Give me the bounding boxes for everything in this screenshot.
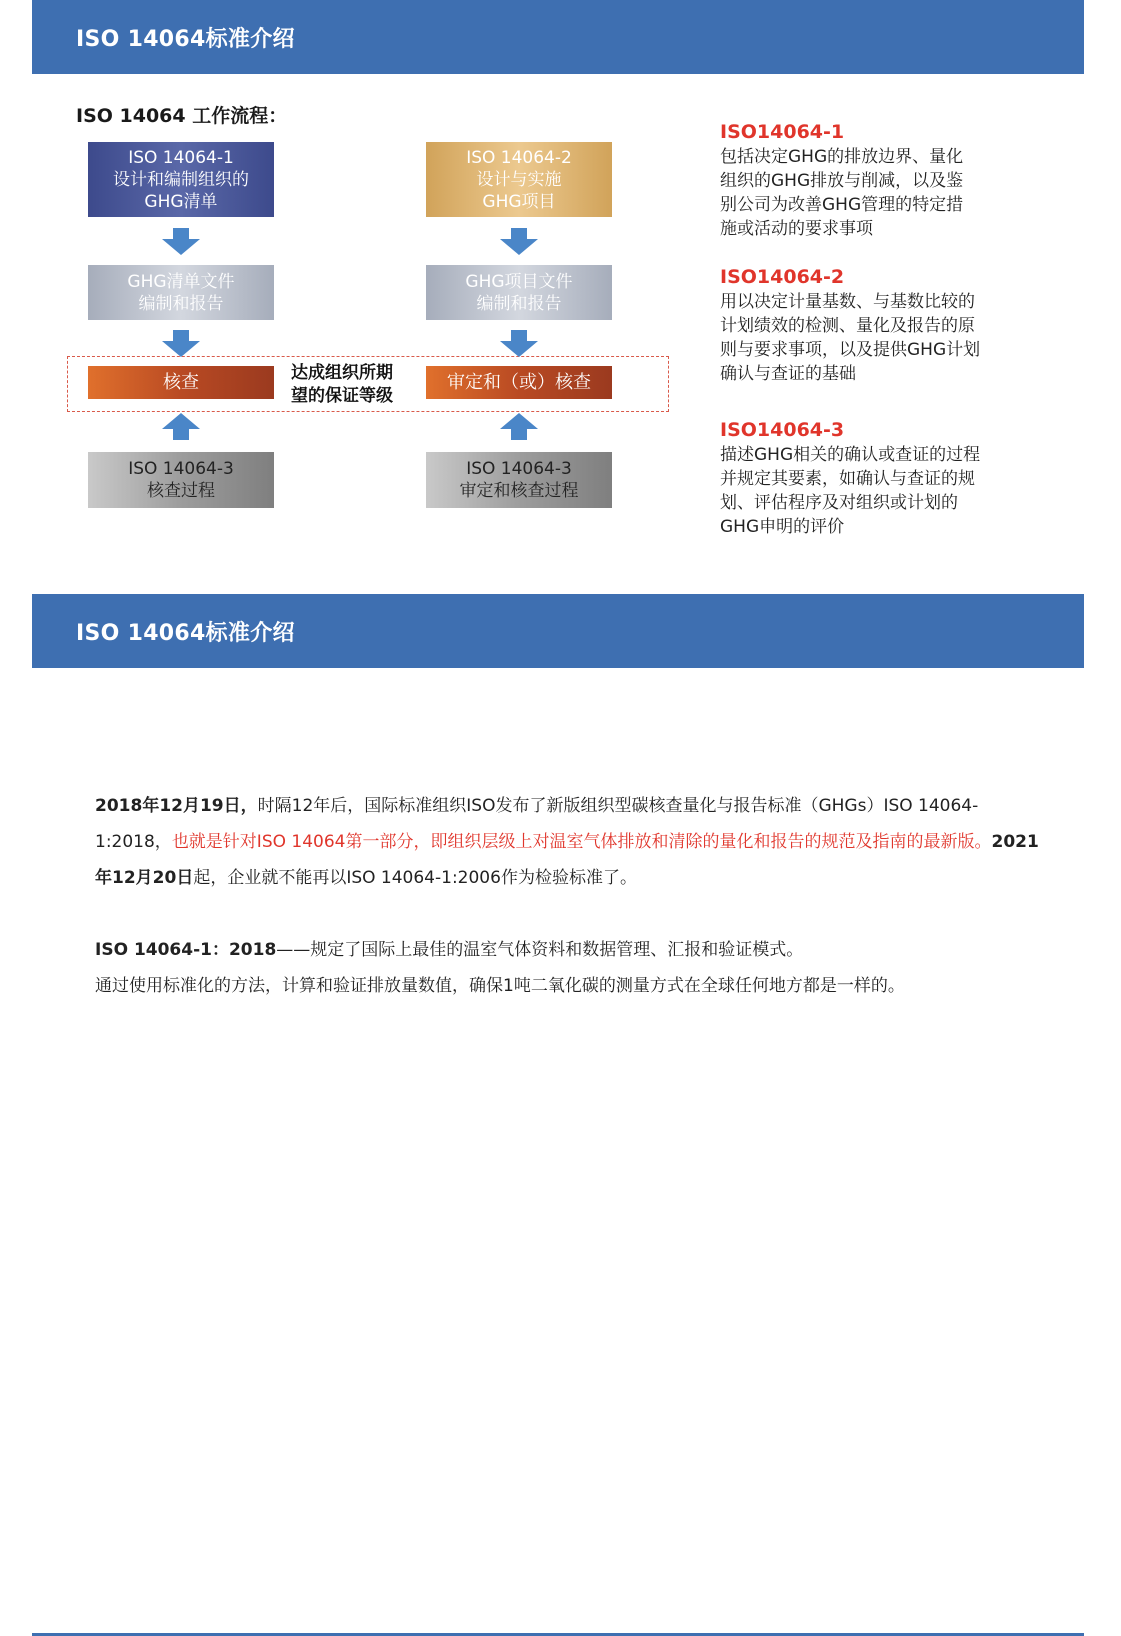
box-line: ISO 14064-1 [128, 147, 234, 168]
desc-heading-2: ISO14064-2 [720, 266, 845, 288]
text-line: 组织的GHG排放与削减，以及鉴 [720, 171, 964, 191]
ghg-inventory-report-box [88, 265, 274, 320]
body-text: ——规定了国际上最佳的温室气体资料和数据管理、汇报和验证模式。 [276, 940, 804, 960]
box-line: GHG清单 [144, 191, 218, 212]
iso-14064-3-verification-box [88, 452, 274, 508]
paragraph-2 [95, 932, 1045, 968]
desc-heading-3: ISO14064-3 [720, 419, 845, 441]
box-line: 编制和报告 [138, 293, 224, 314]
box-line: 核查过程 [147, 481, 215, 501]
assurance-level-text [291, 362, 421, 408]
text-line: 并规定其要素，如确认与查证的规 [720, 469, 975, 489]
text-line: 别公司为改善GHG管理的特定措 [720, 195, 964, 215]
text-line: GHG申明的评价 [720, 517, 845, 537]
box-line: ISO 14064-2 [466, 147, 572, 168]
iso-14064-2-box [426, 142, 612, 217]
section2-banner [32, 594, 1084, 668]
text-line: 划、评估程序及对组织或计划的 [720, 493, 958, 513]
text-line: 则与要求事项，以及提供GHG计划 [720, 340, 981, 360]
section1-banner [32, 0, 1084, 74]
text-line: 确认与查证的基础 [720, 364, 856, 384]
desc-heading-1: ISO14064-1 [720, 121, 845, 143]
box-line: 设计和编制组织的 [113, 169, 249, 190]
workflow-label: ISO 14064 工作流程： [76, 105, 288, 127]
text-line: 达成组织所期 [291, 363, 393, 383]
up-arrow-icon [162, 413, 200, 440]
desc-body-1 [720, 145, 1040, 241]
box-line: GHG清单文件 [127, 271, 235, 292]
box-line: 设计与实施 [476, 169, 562, 190]
date-text: 2018年12月19日， [95, 796, 258, 816]
paragraph-1 [95, 788, 1045, 896]
iso-14064-3-validation-box [426, 452, 612, 508]
section2-title: ISO 14064标准介绍 [76, 621, 295, 646]
text-line: 计划绩效的检测、量化及报告的原 [720, 316, 975, 336]
up-arrow-icon [500, 413, 538, 440]
body-text: 起，企业就不能再以ISO 14064-1:2006作为检验标准了。 [193, 868, 637, 888]
box-line: 审定和（或）核查 [447, 371, 591, 393]
box-line: 核查 [163, 371, 199, 393]
box-line: 编制和报告 [476, 293, 562, 314]
desc-body-3 [720, 443, 1040, 539]
box-line: 审定和核查过程 [459, 481, 579, 501]
body-text: 时隔12年后，国际标准组织ISO发布了新版组织型碳核查量化与报告标准（GHGs）ISO 14064-1:2018， [95, 796, 979, 852]
box-line: ISO 14064-3 [128, 459, 234, 479]
text-line: 施或活动的要求事项 [720, 219, 873, 239]
desc-body-2 [720, 290, 1040, 386]
paragraph-3: 通过使用标准化的方法，计算和验证排放量数值，确保1吨二氧化碳的测量方式在全球任何地方都是一样的。 [95, 976, 905, 996]
box-line: GHG项目 [482, 191, 556, 212]
highlight-text: 也就是针对ISO 14064第一部分，即组织层级上对温室气体排放和清除的量化和报告的规范及指南的最新版。 [171, 832, 992, 852]
iso-14064-1-box [88, 142, 274, 217]
date-text: 2021年12月20日 [95, 832, 1039, 888]
verification-box [88, 366, 274, 399]
down-arrow-icon [500, 330, 538, 357]
box-line: GHG项目文件 [465, 271, 573, 292]
text-line: 望的保证等级 [291, 386, 393, 406]
text-line: 用以决定计量基数、与基数比较的 [720, 292, 975, 312]
ghg-project-report-box [426, 265, 612, 320]
box-line: ISO 14064-3 [466, 459, 572, 479]
section1-title: ISO 14064标准介绍 [76, 27, 295, 52]
text-line: 包括决定GHG的排放边界、量化 [720, 147, 964, 167]
down-arrow-icon [162, 228, 200, 255]
down-arrow-icon [162, 330, 200, 357]
standard-name: ISO 14064-1：2018 [95, 940, 277, 960]
down-arrow-icon [500, 228, 538, 255]
text-line: 描述GHG相关的确认或查证的过程 [720, 445, 981, 465]
validation-verification-box [426, 366, 612, 399]
